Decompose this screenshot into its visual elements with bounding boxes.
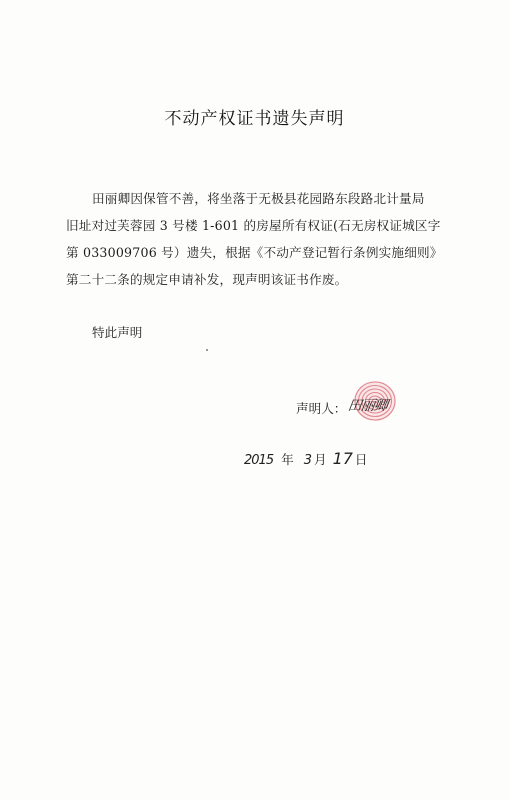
body-line-1: 田丽卿因保管不善，将坐落于无极县花园路东段路北计量局 xyxy=(92,191,425,206)
body-line-4: 第二十二条的规定申请补发，现声明该证书作废。 xyxy=(66,272,348,287)
declarant-signature: 田丽卿 xyxy=(346,398,388,414)
body-line-2: 旧址对过芙蓉园 3 号楼 1-601 的房屋所有权证(石无房权证城区字 xyxy=(66,218,441,233)
document-title: 不动产权证书遗失声明 xyxy=(164,109,345,129)
date-year: 2015 xyxy=(244,453,274,468)
closing-statement: 特此声明 xyxy=(92,325,143,340)
date-year-label: 年 xyxy=(281,452,294,467)
scan-speck xyxy=(206,349,208,351)
declaration-date xyxy=(244,449,368,468)
date-day: 17 xyxy=(332,449,353,468)
body-line-3: 第 033009706 号）遗失，根据《不动产登记暂行条例实施细则》 xyxy=(66,245,443,260)
declarant-label: 声明人： xyxy=(296,401,347,416)
date-month-label: 月 xyxy=(313,452,327,467)
date-day-label: 日 xyxy=(354,452,368,467)
date-month: 3 xyxy=(303,453,312,468)
